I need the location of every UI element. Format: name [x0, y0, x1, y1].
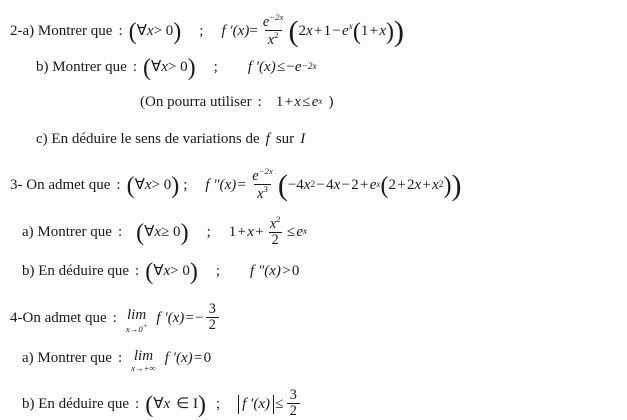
- limit-operator: [131, 349, 156, 373]
- fraction-x2-over-2: [267, 215, 284, 248]
- open-paren-inner: (: [352, 18, 361, 45]
- variable-x: x: [161, 59, 168, 76]
- open-paren: (: [145, 391, 154, 418]
- colon-symbol: :: [135, 395, 140, 412]
- fraction-denominator: $x^3$: [254, 184, 271, 202]
- colon-symbol: :: [135, 263, 140, 280]
- hint-close-paren: ): [328, 94, 334, 110]
- less-equal-symbol: ≤: [275, 59, 287, 76]
- exponential-term: e: [296, 223, 304, 240]
- fraction-3-over-2: [206, 302, 219, 333]
- question-4-line: 4-On admet que : lim x→0+ f ′( x ) = − $\frac{3}{2}$: [10, 303, 221, 334]
- open-paren: (: [136, 219, 145, 246]
- question-3-line: 3- On admet que : ( ∀ x > 0 ) ; f ″( x ) = $\frac{e^{-2x}}{x^3}$ ( −4 x 2 − 4 x − 2 + e x ( 2 + 2 x + x 2 ) ): [10, 166, 462, 203]
- function-f: f ′(: [221, 22, 238, 39]
- open-paren: (: [142, 55, 151, 81]
- question-4-label: 4-On admet que: [10, 309, 107, 326]
- semicolon-symbol: ;: [183, 176, 188, 193]
- fraction-denominator: 2: [206, 317, 219, 333]
- function-f-prime: f ′(: [164, 350, 181, 367]
- element-of-I: ∈ I: [176, 395, 198, 412]
- fraction-e-over-x3: [249, 167, 276, 201]
- forall-symbol: ∀: [150, 59, 162, 76]
- equals-zero: = 0: [192, 350, 212, 367]
- question-2c-label: c) En déduire le sens de variations de: [36, 131, 260, 147]
- colon-symbol: :: [117, 223, 123, 240]
- variable-x: x: [144, 176, 152, 193]
- fraction-denominator: 2: [269, 232, 282, 248]
- open-paren-big: (: [277, 169, 288, 203]
- function-symbol-f: f: [265, 131, 270, 147]
- word-sur: sur: [275, 131, 295, 147]
- close-paren: ): [180, 219, 189, 246]
- greater-than-zero: > 0: [151, 176, 172, 193]
- hint-expression: 1 +: [275, 94, 295, 110]
- less-equal-symbol: ≤: [274, 395, 285, 412]
- hint-line: (On pourra utiliser : 1 + x ≤ e x ): [140, 94, 334, 110]
- greater-than-zero: > 0: [170, 263, 190, 280]
- semicolon-symbol: ;: [199, 22, 204, 39]
- semicolon-symbol: ;: [215, 395, 221, 412]
- question-4b-line: [22, 389, 302, 420]
- right-side-expression: −: [286, 59, 295, 76]
- close-paren: ): [173, 18, 182, 45]
- close-paren: ): [187, 55, 196, 81]
- limit-label: lim: [127, 306, 147, 323]
- open-paren: (: [145, 259, 154, 285]
- function-f-prime: f ′(: [247, 59, 265, 76]
- function-f-double-prime: f ″(: [205, 176, 225, 193]
- semicolon-symbol: ;: [213, 59, 218, 76]
- limit-label: lim: [133, 348, 154, 364]
- fraction-numerator: $e^{-2x}$: [262, 12, 284, 30]
- fraction-numerator: 3: [208, 301, 216, 317]
- less-equal-symbol: ≤: [285, 223, 297, 240]
- forall-symbol: ∀: [144, 223, 155, 240]
- greater-than-zero-symbol: > 0: [280, 263, 300, 280]
- open-paren: (: [126, 172, 135, 199]
- limit-operator: [126, 308, 148, 334]
- inner-expression: 1 +: [360, 22, 380, 39]
- colon-symbol: :: [117, 350, 123, 367]
- question-4a-label: a) Montrer que: [22, 350, 112, 367]
- forall-symbol: ∀: [153, 263, 164, 280]
- equals-symbol: =: [249, 22, 258, 39]
- open-paren: (: [128, 18, 137, 45]
- question-3b-line: b) En déduire que : ( ∀ x > 0 ) ; f ″( x ) > 0: [22, 259, 300, 285]
- close-paren-big: ): [394, 15, 404, 49]
- greater-than-zero: > 0: [153, 22, 174, 39]
- question-3a-line: a) Montrer que : ( ∀ x ≥ 0 ) ; 1 + x + $\frac{x^2}{2}$ ≤ e x: [22, 214, 308, 248]
- fraction-e-over-x2: [260, 13, 287, 47]
- function-f-prime: f ′(: [156, 309, 173, 326]
- forall-symbol: ∀: [153, 395, 164, 412]
- colon-symbol: :: [132, 59, 137, 76]
- open-paren-inner: (: [380, 172, 389, 199]
- colon-symbol: :: [112, 309, 117, 326]
- close-paren: ): [244, 22, 250, 39]
- colon-symbol: :: [257, 94, 262, 110]
- question-4b-label: b) En déduire que: [22, 395, 130, 412]
- close-paren-inner: ): [386, 18, 394, 45]
- semicolon-symbol: ;: [215, 263, 221, 280]
- question-3-label: 3- On admet que: [10, 176, 111, 193]
- question-2b-line: b) Montrer que : ( ∀ x > 0 ) ; f ′( x ) ≤ − e −2x: [36, 55, 317, 81]
- function-f-double-prime: f ″(: [250, 263, 270, 280]
- fraction-denominator: $x^2$: [265, 30, 282, 48]
- fraction-numerator: 3: [289, 387, 297, 403]
- limit-subscript: x→+∞: [131, 363, 156, 373]
- question-3a-label: a) Montrer que: [22, 223, 112, 240]
- variable-x: x: [154, 223, 162, 240]
- fraction-denominator: 2: [287, 403, 300, 419]
- expression-body: −4: [287, 176, 304, 193]
- absolute-value-expression: f ′(x): [238, 395, 274, 414]
- fraction-numerator: $x^2$: [269, 214, 281, 232]
- variable-x: x: [163, 263, 171, 280]
- expression-left: 1 +: [228, 223, 248, 240]
- variable-x: x: [163, 395, 171, 412]
- colon-symbol: :: [118, 22, 123, 39]
- equals-symbol: =: [236, 176, 248, 193]
- question-2a-label: 2-a) Montrer que: [10, 22, 113, 39]
- less-equal-symbol: ≤: [300, 94, 312, 110]
- question-4a-line: a) Montrer que : lim x→+∞ f ′( x ) = 0: [22, 348, 212, 373]
- fraction-3-over-2: [287, 388, 300, 419]
- semicolon-symbol: ;: [206, 223, 211, 240]
- close-paren-inner: ): [443, 172, 452, 199]
- interval-symbol-I: I: [300, 131, 306, 147]
- question-3b-label: b) En déduire que: [22, 263, 130, 280]
- expression-body: 2x + 1 − $e^x$: [298, 22, 353, 40]
- inner-expression: 2 + 2: [388, 176, 415, 193]
- close-paren-big: ): [451, 169, 462, 203]
- greater-equal-zero: ≥ 0: [161, 223, 181, 240]
- colon-symbol: :: [116, 176, 121, 193]
- open-paren-big: (: [288, 15, 299, 49]
- hint-label: (On pourra utiliser: [140, 94, 252, 110]
- question-2b-label: b) Montrer que: [36, 59, 127, 76]
- close-paren: ): [197, 391, 206, 418]
- exponential-term: e: [311, 94, 319, 110]
- variable-x: x: [146, 22, 154, 39]
- forall-symbol: ∀: [134, 176, 145, 193]
- equals-symbol: = −: [184, 309, 204, 326]
- greater-than-zero: > 0: [167, 59, 188, 76]
- fraction-numerator: $e^{-2x}$: [252, 166, 273, 184]
- limit-subscript: x→0+: [125, 321, 148, 334]
- close-paren: ): [171, 172, 180, 199]
- forall-symbol: ∀: [136, 22, 147, 39]
- question-2a-line: 2-a) Montrer que : ( ∀ x > 0 ) ; f ′( x ) = $\frac{e^{-2x}}{x^2}$ ( 2x + 1 − $e^x$ ( 1 + x ) ): [10, 12, 404, 49]
- close-paren: ): [189, 259, 198, 285]
- variable-x: x: [237, 22, 245, 39]
- question-2c-line: [36, 132, 305, 147]
